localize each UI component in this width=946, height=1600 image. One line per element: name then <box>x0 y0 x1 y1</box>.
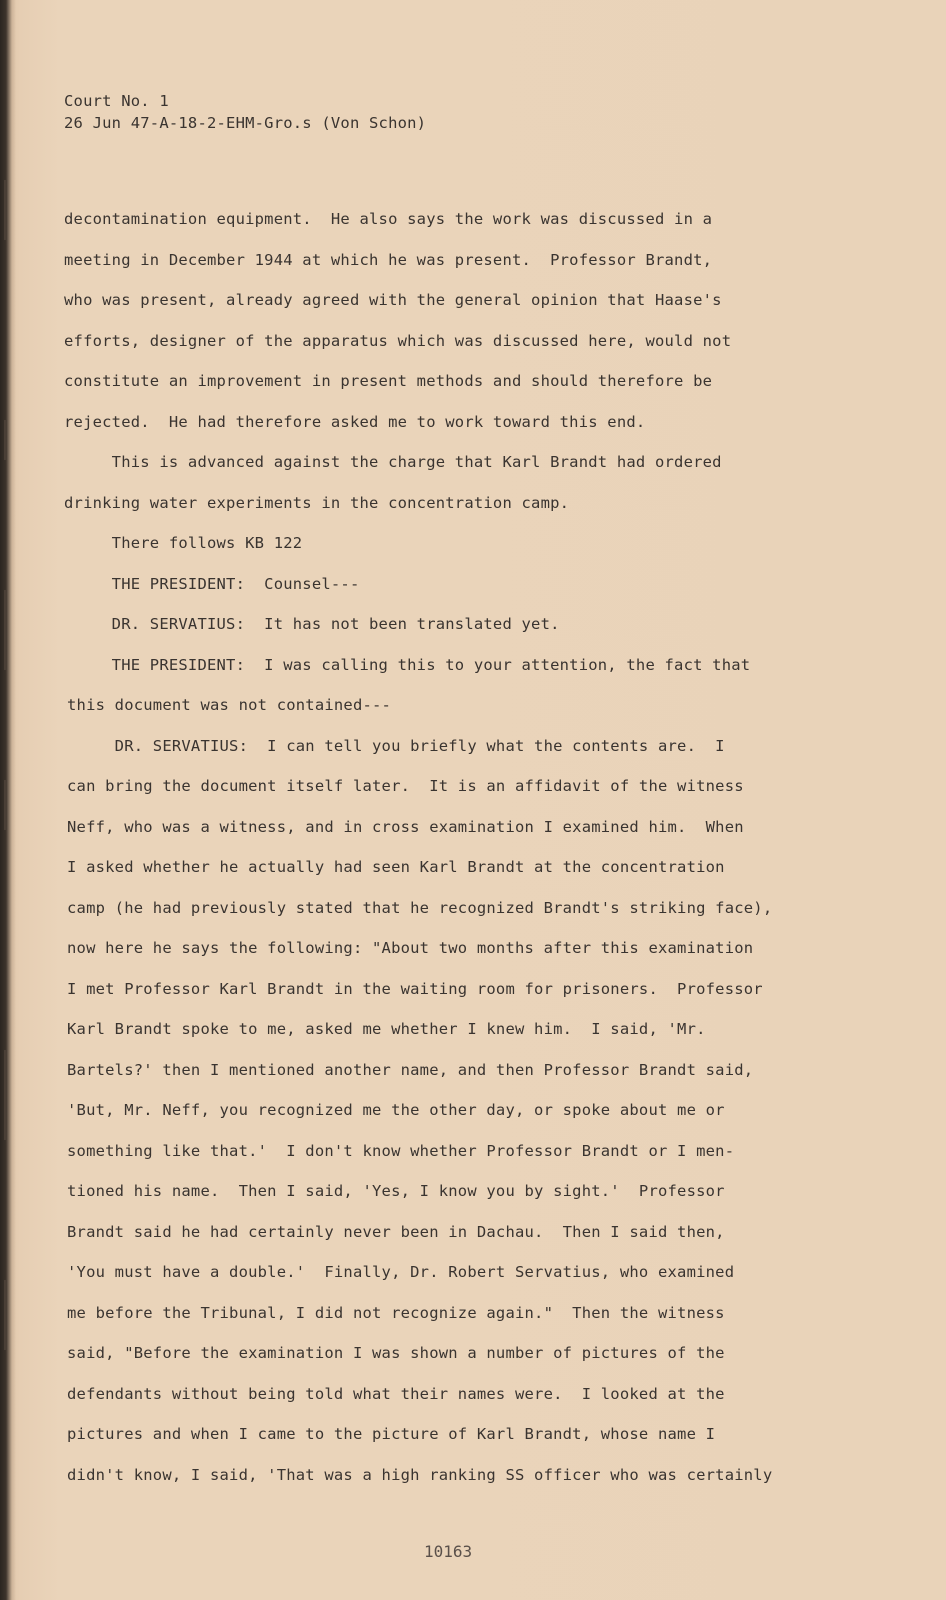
edge-tear-mark <box>4 590 16 670</box>
text-line: Brandt said he had certainly never been in Dachau. Then I said then, <box>67 1223 725 1241</box>
text-line: THE PRESIDENT: I was calling this to your attention, the fact that <box>64 656 751 674</box>
text-line: Neff, who was a witness, and in cross examination I examined him. When <box>67 818 744 836</box>
edge-tear-mark <box>4 1050 16 1140</box>
text-line: meeting in December 1944 at which he was present. Professor Brandt, <box>64 251 713 269</box>
text-line: I asked whether he actually had seen Karl Brandt at the concentration <box>67 858 725 876</box>
text-line: camp (he had previously stated that he recognized Brandt's striking face), <box>67 899 773 917</box>
edge-tear-mark <box>4 780 16 830</box>
text-line: decontamination equipment. He also says the work was discussed in a <box>64 210 713 228</box>
text-line: tioned his name. Then I said, 'Yes, I know you by sight.' Professor <box>67 1182 725 1200</box>
text-line: Karl Brandt spoke to me, asked me whether I knew him. I said, 'Mr. <box>67 1020 706 1038</box>
text-line: THE PRESIDENT: Counsel--- <box>64 575 360 593</box>
document-header <box>64 90 426 134</box>
text-line: can bring the document itself later. It is an affidavit of the witness <box>67 777 744 795</box>
text-line: rejected. He had therefore asked me to work toward this end. <box>64 413 646 431</box>
text-line: said, "Before the examination I was shown a number of pictures of the <box>67 1344 725 1362</box>
text-line: drinking water experiments in the concentration camp. <box>64 494 570 512</box>
edge-tear-mark <box>4 180 16 240</box>
text-line: something like that.' I don't know whether Professor Brandt or I men- <box>67 1142 735 1160</box>
edge-tear-mark <box>4 1280 16 1350</box>
text-line: who was present, already agreed with the general opinion that Haase's <box>64 291 722 309</box>
text-line: efforts, designer of the apparatus which was discussed here, would not <box>64 332 732 350</box>
text-line: me before the Tribunal, I did not recognize again." Then the witness <box>67 1304 725 1322</box>
text-line: didn't know, I said, 'That was a high ranking SS officer who was certainly <box>67 1466 773 1484</box>
text-line: constitute an improvement in present methods and should therefore be <box>64 372 713 390</box>
text-line: DR. SERVATIUS: It has not been translated yet. <box>64 615 560 633</box>
text-line: I met Professor Karl Brandt in the waiting room for prisoners. Professor <box>67 980 763 998</box>
text-line: DR. SERVATIUS: I can tell you briefly what the contents are. I <box>67 737 725 755</box>
text-line: There follows KB 122 <box>64 534 303 552</box>
transcript-reference: 26 Jun 47-A-18-2-EHM-Gro.s (Von Schon) <box>64 114 427 132</box>
text-line: this document was not contained--- <box>67 696 392 714</box>
text-line: pictures and when I came to the picture of Karl Brandt, whose name I <box>67 1425 716 1443</box>
text-line: defendants without being told what their names were. I looked at the <box>67 1385 725 1403</box>
text-line: Bartels?' then I mentioned another name, and then Professor Brandt said, <box>67 1061 754 1079</box>
text-line: 'You must have a double.' Finally, Dr. Robert Servatius, who examined <box>67 1263 735 1281</box>
edge-tear-mark <box>4 420 16 460</box>
text-line: This is advanced against the charge that Karl Brandt had ordered <box>64 453 722 471</box>
page-number: 10163 <box>424 1542 473 1561</box>
text-line: now here he says the following: "About two months after this examination <box>67 939 754 957</box>
court-number: Court No. 1 <box>64 92 169 110</box>
text-line: 'But, Mr. Neff, you recognized me the other day, or spoke about me or <box>67 1101 725 1119</box>
